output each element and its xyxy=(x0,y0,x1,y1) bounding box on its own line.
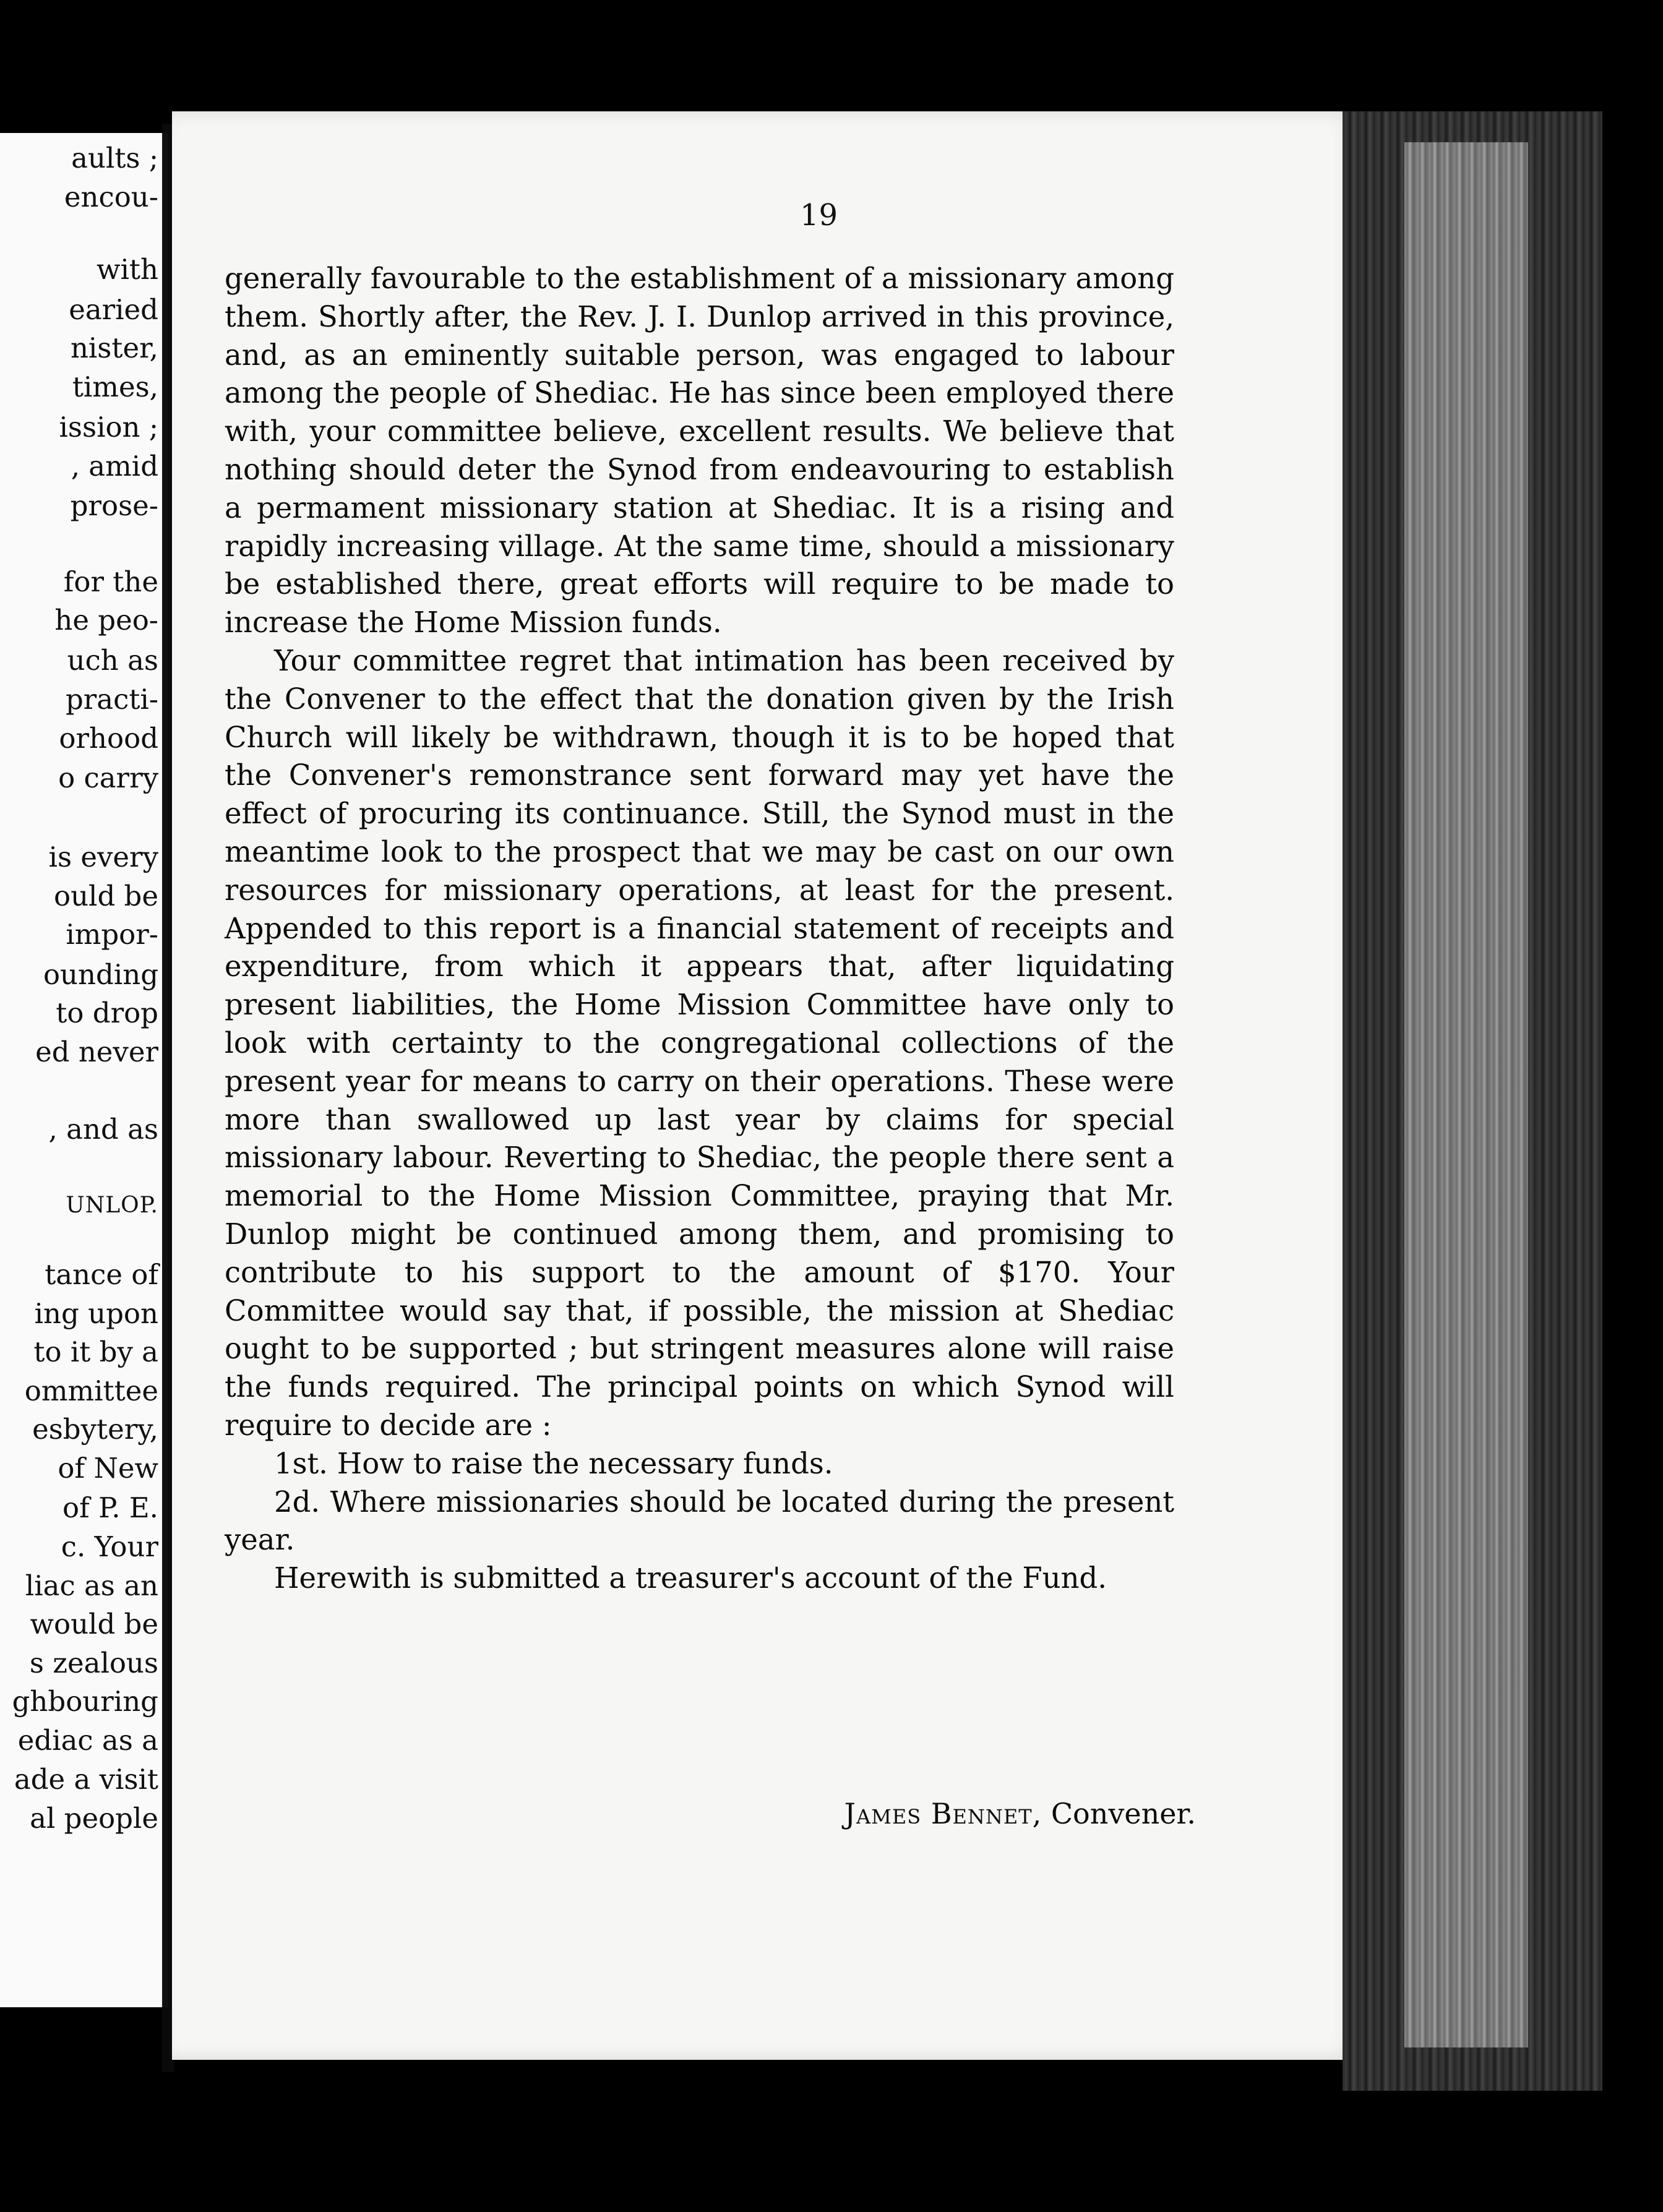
list-item-1: 1st. How to raise the necessary funds. xyxy=(274,1446,833,1480)
left-page-line: impor- xyxy=(66,918,158,951)
left-page-line: ghbouring xyxy=(12,1685,158,1718)
left-page-line: for the xyxy=(63,565,158,598)
left-page-line: aults ; xyxy=(71,142,158,174)
page-19 xyxy=(172,111,1360,2060)
left-page-line: ould be xyxy=(53,880,158,912)
signature-title: Convener. xyxy=(1051,1797,1196,1830)
page-number: 19 xyxy=(800,198,838,233)
left-page-line: UNLOP. xyxy=(66,1193,158,1218)
left-page-line: esbytery, xyxy=(32,1413,158,1446)
left-page-line: to it by a xyxy=(33,1335,158,1368)
left-page-line: s zealous xyxy=(29,1647,158,1679)
left-page-line: ounding xyxy=(43,958,158,991)
left-page-line: , and as xyxy=(48,1113,158,1146)
list-item-2: 2d. Where missionaries should be located during the present year. xyxy=(225,1485,1174,1557)
signature-line xyxy=(664,1797,1196,1830)
left-page-line: ed never xyxy=(35,1035,158,1068)
left-page-line: uch as xyxy=(67,644,158,677)
left-page-line: prose- xyxy=(70,489,158,522)
left-page-line: practi- xyxy=(65,683,158,716)
left-page-line: o carry xyxy=(58,761,158,794)
left-page-line: earied xyxy=(69,293,158,326)
signature-name: James Bennet, xyxy=(844,1797,1042,1830)
left-page-line: he peo- xyxy=(54,604,158,637)
left-page-line: would be xyxy=(30,1608,158,1640)
left-page-line: ediac as a xyxy=(17,1724,158,1757)
paragraph-1: generally favourable to the establishment of a missionary among them. Shortly after, the Rev. J. I. Dunlop arrived in this province, and, as an eminently suitable person, was engaged to labour among the people of Shediac. He has since been employed there with, your committee believe, excellent results. We believe that nothing should deter the Synod from endeavouring to establish a permament missionary station at Shediac. It is a rising and rapidly increasing village. At the same time, should a missionary be established there, great efforts will require to be made to increase the Home Mission funds. xyxy=(225,262,1174,640)
left-page-line: to drop xyxy=(56,997,158,1029)
left-page-line: is every xyxy=(48,841,158,873)
left-page-line: of P. E. xyxy=(62,1491,158,1524)
left-page-line: ission ; xyxy=(59,411,158,444)
left-page-line: tance of xyxy=(45,1258,158,1291)
left-page-line: encou- xyxy=(64,181,158,213)
left-page-line: liac as an xyxy=(25,1569,158,1602)
left-page-line: with xyxy=(97,253,158,286)
left-page-line: c. Your xyxy=(61,1530,158,1563)
closing-paragraph: Herewith is submitted a treasurer's account of the Fund. xyxy=(274,1561,1107,1595)
left-page-line: ade a visit xyxy=(14,1763,158,1796)
left-page-line: ing upon xyxy=(34,1297,158,1330)
left-page-line: , amid xyxy=(71,450,158,482)
report-body xyxy=(225,260,1174,1598)
left-page-fragment xyxy=(0,133,168,2007)
left-page-line: nister, xyxy=(70,332,158,364)
left-page-line: times, xyxy=(72,371,158,403)
left-page-line: al people xyxy=(30,1802,158,1835)
left-page-line: of New xyxy=(58,1452,158,1485)
left-page-line: ommittee xyxy=(24,1374,158,1407)
paragraph-2: Your committee regret that intimation has been received by the Convener to the effect that the donation given by the Irish Church will likely be withdrawn, though it is to be hoped that the Convener's remonstrance sent forward may yet have the effect of procuring its continuance. Still, the Synod must in the meantime look to the prospect that we may be cast on our own resources for missionary operations, at least for the present. Appended to this report is a financial statement of receipts and expenditure, from which it appears that, after liquidating present liabilities, the Home Mission Committee have only to look with certainty to the congregational collections of the present year for means to carry on their operations. These were more than swallowed up last year by claims for special missionary labour. Reverting to Shediac, the people there sent a memorial to the Home Mission Committee, praying that Mr. Dunlop might be continued among them, and promising to contribute to his support to the amount of $170. Your Committee would say that, if possible, the mission at Shediac ought to be supported ; but stringent measures alone will raise the funds required. The principal points on which Synod will require to decide are : xyxy=(225,643,1174,1442)
left-page-line: orhood xyxy=(59,722,158,755)
page-edge-highlight xyxy=(1404,142,1528,2047)
